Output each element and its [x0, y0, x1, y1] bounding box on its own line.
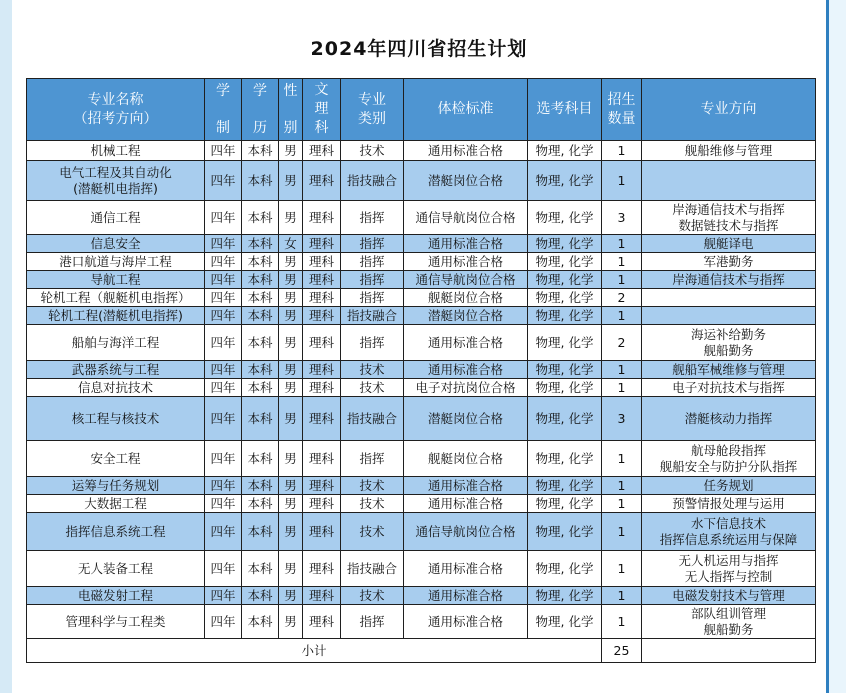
- cell-degree: 本科: [242, 361, 279, 379]
- table-row: [27, 513, 816, 551]
- table-row: [27, 495, 816, 513]
- cell-major-line: 机械工程: [90, 142, 141, 158]
- cell-direction: [642, 235, 816, 253]
- cell-duration: 四年: [205, 253, 242, 271]
- cell-major: [27, 141, 205, 161]
- cell-direction-line: 任务规划: [703, 477, 754, 493]
- cell-gender: 男: [279, 441, 303, 477]
- cell-major-line: 大数据工程: [84, 495, 147, 511]
- header-row: [27, 79, 816, 141]
- cell-gender: 男: [279, 605, 303, 639]
- cell-direction-line: 预警情报处理与运用: [672, 495, 785, 511]
- table-row: [27, 397, 816, 441]
- cell-track: 理科: [303, 587, 341, 605]
- cell-degree: 本科: [242, 307, 279, 325]
- header-category: 专业 类别: [341, 79, 404, 141]
- cell-degree: 本科: [242, 477, 279, 495]
- cell-duration: 四年: [205, 141, 242, 161]
- cell-major-line: 指挥信息系统工程: [65, 523, 166, 539]
- cell-major-line: 核工程与核技术: [71, 410, 160, 426]
- cell-gender: 男: [279, 161, 303, 201]
- cell-major: [27, 201, 205, 235]
- cell-degree: 本科: [242, 587, 279, 605]
- cell-direction: [642, 201, 816, 235]
- cell-category: 指挥: [341, 253, 404, 271]
- cell-track: 理科: [303, 605, 341, 639]
- cell-quota: 2: [602, 325, 642, 361]
- cell-duration: 四年: [205, 307, 242, 325]
- cell-major: [27, 361, 205, 379]
- cell-major: [27, 161, 205, 201]
- cell-track: 理科: [303, 495, 341, 513]
- cell-degree: 本科: [242, 397, 279, 441]
- cell-duration: 四年: [205, 551, 242, 587]
- cell-physical: 通用标准合格: [404, 361, 528, 379]
- document-sheet: [12, 0, 826, 693]
- cell-direction-line: 舰船勤务: [703, 621, 754, 637]
- cell-category: 技术: [341, 495, 404, 513]
- cell-direction: [642, 289, 816, 307]
- cell-track: 理科: [303, 477, 341, 495]
- cell-major-line: 电气工程及其自动化: [59, 164, 172, 180]
- cell-quota: 2: [602, 289, 642, 307]
- cell-direction-line: 舰船勤务: [703, 342, 754, 358]
- cell-track: 理科: [303, 235, 341, 253]
- table-row: [27, 379, 816, 397]
- cell-category: 指挥: [341, 289, 404, 307]
- cell-degree: 本科: [242, 253, 279, 271]
- cell-gender: 男: [279, 513, 303, 551]
- cell-direction: [642, 161, 816, 201]
- cell-track: 理科: [303, 361, 341, 379]
- cell-major-line: 武器系统与工程: [71, 361, 160, 377]
- cell-major: [27, 441, 205, 477]
- cell-major: [27, 253, 205, 271]
- cell-direction-line: 数据链技术与指挥: [678, 217, 779, 233]
- header-quota: 招生 数量: [602, 79, 642, 141]
- cell-major: [27, 587, 205, 605]
- cell-duration: 四年: [205, 235, 242, 253]
- enrollment-plan-table: [26, 78, 816, 663]
- cell-gender: 男: [279, 141, 303, 161]
- cell-direction-line: 水下信息技术: [690, 515, 766, 531]
- cell-subjects: 物理, 化学: [528, 605, 602, 639]
- cell-major-line: 轮机工程（舰艇机电指挥）: [40, 289, 191, 305]
- cell-direction: [642, 513, 816, 551]
- cell-direction: [642, 495, 816, 513]
- table-row: [27, 325, 816, 361]
- table-row: [27, 307, 816, 325]
- cell-physical: 通信导航岗位合格: [404, 271, 528, 289]
- cell-degree: 本科: [242, 513, 279, 551]
- cell-track: 理科: [303, 161, 341, 201]
- cell-quota: 3: [602, 397, 642, 441]
- cell-track: 理科: [303, 513, 341, 551]
- cell-duration: 四年: [205, 325, 242, 361]
- cell-major: [27, 477, 205, 495]
- cell-subjects: 物理, 化学: [528, 161, 602, 201]
- cell-track: 理科: [303, 397, 341, 441]
- cell-duration: 四年: [205, 289, 242, 307]
- cell-quota: 1: [602, 441, 642, 477]
- cell-quota: 1: [602, 477, 642, 495]
- cell-duration: 四年: [205, 271, 242, 289]
- cell-major-line: 导航工程: [90, 271, 141, 287]
- cell-track: 理科: [303, 379, 341, 397]
- cell-subjects: 物理, 化学: [528, 361, 602, 379]
- cell-subjects: 物理, 化学: [528, 201, 602, 235]
- cell-track: 理科: [303, 441, 341, 477]
- cell-subjects: 物理, 化学: [528, 235, 602, 253]
- cell-quota: 1: [602, 379, 642, 397]
- cell-category: 技术: [341, 513, 404, 551]
- cell-physical: 电子对抗岗位合格: [404, 379, 528, 397]
- cell-physical: 舰艇岗位合格: [404, 441, 528, 477]
- table-row: [27, 141, 816, 161]
- cell-degree: 本科: [242, 201, 279, 235]
- cell-major: [27, 513, 205, 551]
- cell-direction: [642, 361, 816, 379]
- cell-major: [27, 495, 205, 513]
- cell-gender: 男: [279, 495, 303, 513]
- header-gender: 性 别: [279, 79, 303, 141]
- cell-direction-line: 无人指挥与控制: [684, 568, 773, 584]
- cell-duration: 四年: [205, 495, 242, 513]
- cell-physical: 通用标准合格: [404, 141, 528, 161]
- cell-direction-line: 电子对抗技术与指挥: [672, 379, 785, 395]
- cell-quota: 1: [602, 235, 642, 253]
- cell-gender: 男: [279, 477, 303, 495]
- cell-quota: 1: [602, 551, 642, 587]
- cell-gender: 男: [279, 379, 303, 397]
- cell-quota: 1: [602, 253, 642, 271]
- cell-subjects: 物理, 化学: [528, 495, 602, 513]
- cell-quota: 1: [602, 161, 642, 201]
- cell-category: 指挥: [341, 235, 404, 253]
- subtotal-quota: 25: [602, 639, 642, 663]
- cell-physical: 通用标准合格: [404, 235, 528, 253]
- cell-direction-line: 舰艇译电: [703, 235, 754, 251]
- cell-duration: 四年: [205, 397, 242, 441]
- subtotal-label: 小计: [27, 639, 602, 663]
- table-row: [27, 201, 816, 235]
- cell-direction-line: 军港勤务: [703, 253, 754, 269]
- cell-major-line: 信息安全: [90, 235, 141, 251]
- left-margin-band: [0, 0, 12, 693]
- cell-degree: 本科: [242, 271, 279, 289]
- cell-direction: [642, 141, 816, 161]
- cell-direction: [642, 605, 816, 639]
- table-row: [27, 161, 816, 201]
- cell-subjects: 物理, 化学: [528, 253, 602, 271]
- cell-physical: 潜艇岗位合格: [404, 161, 528, 201]
- cell-major: [27, 397, 205, 441]
- header-major: 专业名称 （招考方向）: [27, 79, 205, 141]
- cell-quota: 1: [602, 141, 642, 161]
- cell-subjects: 物理, 化学: [528, 307, 602, 325]
- cell-direction-line: 岸海通信技术与指挥: [672, 271, 785, 287]
- table-row: [27, 271, 816, 289]
- cell-direction: [642, 307, 816, 325]
- cell-category: 指技融合: [341, 551, 404, 587]
- cell-duration: 四年: [205, 161, 242, 201]
- header-track: 文 理 科: [303, 79, 341, 141]
- cell-subjects: 物理, 化学: [528, 141, 602, 161]
- cell-track: 理科: [303, 271, 341, 289]
- cell-category: 指技融合: [341, 397, 404, 441]
- cell-subjects: 物理, 化学: [528, 587, 602, 605]
- cell-quota: 1: [602, 271, 642, 289]
- cell-category: 指技融合: [341, 307, 404, 325]
- cell-gender: 男: [279, 361, 303, 379]
- cell-subjects: 物理, 化学: [528, 513, 602, 551]
- cell-major-line: 通信工程: [90, 209, 141, 225]
- cell-degree: 本科: [242, 441, 279, 477]
- cell-major-line: (潜艇机电指挥): [73, 180, 158, 196]
- cell-gender: 男: [279, 253, 303, 271]
- cell-major-line: 信息对抗技术: [77, 379, 153, 395]
- cell-direction: [642, 477, 816, 495]
- cell-direction-line: 海运补给勤务: [690, 326, 766, 342]
- cell-degree: 本科: [242, 605, 279, 639]
- cell-duration: 四年: [205, 379, 242, 397]
- cell-major: [27, 235, 205, 253]
- header-physical: 体检标准: [404, 79, 528, 141]
- right-border-rule: [826, 0, 829, 693]
- cell-major-line: 运筹与任务规划: [71, 477, 160, 493]
- cell-direction: [642, 271, 816, 289]
- cell-duration: 四年: [205, 441, 242, 477]
- cell-physical: 通信导航岗位合格: [404, 513, 528, 551]
- cell-direction-line: 舰船维修与管理: [684, 142, 773, 158]
- cell-direction: [642, 441, 816, 477]
- cell-duration: 四年: [205, 513, 242, 551]
- cell-gender: 男: [279, 325, 303, 361]
- cell-direction-line: 指挥信息系统运用与保障: [659, 531, 798, 547]
- cell-track: 理科: [303, 325, 341, 361]
- cell-degree: 本科: [242, 161, 279, 201]
- cell-quota: 1: [602, 307, 642, 325]
- cell-degree: 本科: [242, 379, 279, 397]
- cell-degree: 本科: [242, 325, 279, 361]
- table-row: [27, 289, 816, 307]
- cell-physical: 舰艇岗位合格: [404, 289, 528, 307]
- cell-gender: 女: [279, 235, 303, 253]
- cell-physical: 通用标准合格: [404, 605, 528, 639]
- cell-direction: [642, 551, 816, 587]
- cell-physical: 潜艇岗位合格: [404, 307, 528, 325]
- cell-category: 技术: [341, 361, 404, 379]
- cell-duration: 四年: [205, 587, 242, 605]
- cell-duration: 四年: [205, 361, 242, 379]
- cell-direction: [642, 325, 816, 361]
- cell-major-line: 轮机工程(潜艇机电指挥): [48, 307, 183, 323]
- cell-physical: 通信导航岗位合格: [404, 201, 528, 235]
- cell-category: 技术: [341, 587, 404, 605]
- table-row: [27, 253, 816, 271]
- cell-quota: 3: [602, 201, 642, 235]
- cell-physical: 潜艇岗位合格: [404, 397, 528, 441]
- cell-subjects: 物理, 化学: [528, 289, 602, 307]
- subtotal-row: [27, 639, 816, 663]
- cell-direction-line: 无人机运用与指挥: [678, 552, 779, 568]
- cell-subjects: 物理, 化学: [528, 379, 602, 397]
- cell-gender: 男: [279, 587, 303, 605]
- cell-degree: 本科: [242, 289, 279, 307]
- cell-direction: [642, 397, 816, 441]
- cell-track: 理科: [303, 551, 341, 587]
- cell-major: [27, 379, 205, 397]
- cell-major-line: 管理科学与工程类: [65, 613, 166, 629]
- header-direction: 专业方向: [642, 79, 816, 141]
- cell-subjects: 物理, 化学: [528, 477, 602, 495]
- cell-gender: 男: [279, 551, 303, 587]
- subtotal-empty: [642, 639, 816, 663]
- cell-duration: 四年: [205, 201, 242, 235]
- cell-quota: 1: [602, 587, 642, 605]
- cell-track: 理科: [303, 307, 341, 325]
- cell-quota: 1: [602, 605, 642, 639]
- cell-gender: 男: [279, 307, 303, 325]
- table-row: [27, 587, 816, 605]
- cell-subjects: 物理, 化学: [528, 441, 602, 477]
- cell-category: 指挥: [341, 201, 404, 235]
- cell-duration: 四年: [205, 477, 242, 495]
- cell-direction: [642, 379, 816, 397]
- cell-category: 指挥: [341, 605, 404, 639]
- cell-gender: 男: [279, 201, 303, 235]
- cell-major-line: 港口航道与海岸工程: [59, 253, 172, 269]
- cell-major: [27, 325, 205, 361]
- cell-category: 指挥: [341, 271, 404, 289]
- cell-category: 指挥: [341, 441, 404, 477]
- cell-direction-line: 潜艇核动力指挥: [684, 410, 773, 426]
- cell-quota: 1: [602, 361, 642, 379]
- table-row: [27, 605, 816, 639]
- cell-subjects: 物理, 化学: [528, 325, 602, 361]
- cell-major: [27, 551, 205, 587]
- cell-degree: 本科: [242, 495, 279, 513]
- cell-subjects: 物理, 化学: [528, 271, 602, 289]
- cell-direction-line: 舰船安全与防护分队指挥: [659, 458, 798, 474]
- cell-direction-line: 航母舱段指挥: [690, 442, 766, 458]
- cell-quota: 1: [602, 513, 642, 551]
- cell-direction: [642, 253, 816, 271]
- cell-category: 技术: [341, 477, 404, 495]
- header-duration: 学 制: [205, 79, 242, 141]
- cell-physical: 通用标准合格: [404, 587, 528, 605]
- cell-major-line: 安全工程: [90, 450, 141, 466]
- cell-major: [27, 289, 205, 307]
- cell-duration: 四年: [205, 605, 242, 639]
- page-title: 2024年四川省招生计划: [310, 38, 528, 60]
- cell-gender: 男: [279, 289, 303, 307]
- cell-category: 指挥: [341, 325, 404, 361]
- cell-degree: 本科: [242, 551, 279, 587]
- cell-physical: 通用标准合格: [404, 495, 528, 513]
- cell-direction-line: 部队组训管理: [690, 605, 766, 621]
- cell-major: [27, 307, 205, 325]
- cell-major-line: 电磁发射工程: [77, 587, 153, 603]
- cell-gender: 男: [279, 397, 303, 441]
- table-row: [27, 235, 816, 253]
- cell-direction-line: 舰船军械维修与管理: [672, 361, 785, 377]
- table-row: [27, 441, 816, 477]
- cell-major: [27, 271, 205, 289]
- cell-physical: 通用标准合格: [404, 551, 528, 587]
- cell-quota: 1: [602, 495, 642, 513]
- cell-physical: 通用标准合格: [404, 477, 528, 495]
- cell-degree: 本科: [242, 141, 279, 161]
- cell-direction-line: 岸海通信技术与指挥: [672, 201, 785, 217]
- header-degree: 学 历: [242, 79, 279, 141]
- table-row: [27, 361, 816, 379]
- cell-category: 指技融合: [341, 161, 404, 201]
- cell-degree: 本科: [242, 235, 279, 253]
- cell-physical: 通用标准合格: [404, 325, 528, 361]
- cell-gender: 男: [279, 271, 303, 289]
- table-row: [27, 551, 816, 587]
- cell-physical: 通用标准合格: [404, 253, 528, 271]
- cell-track: 理科: [303, 253, 341, 271]
- cell-direction-line: 电磁发射技术与管理: [672, 587, 785, 603]
- cell-track: 理科: [303, 141, 341, 161]
- cell-major-line: 无人装备工程: [77, 560, 153, 576]
- cell-subjects: 物理, 化学: [528, 397, 602, 441]
- cell-major-line: 船舶与海洋工程: [71, 334, 160, 350]
- cell-direction: [642, 587, 816, 605]
- cell-track: 理科: [303, 201, 341, 235]
- table-row: [27, 477, 816, 495]
- cell-track: 理科: [303, 289, 341, 307]
- cell-subjects: 物理, 化学: [528, 551, 602, 587]
- cell-major: [27, 605, 205, 639]
- cell-category: 技术: [341, 379, 404, 397]
- cell-category: 技术: [341, 141, 404, 161]
- header-subjects: 选考科目: [528, 79, 602, 141]
